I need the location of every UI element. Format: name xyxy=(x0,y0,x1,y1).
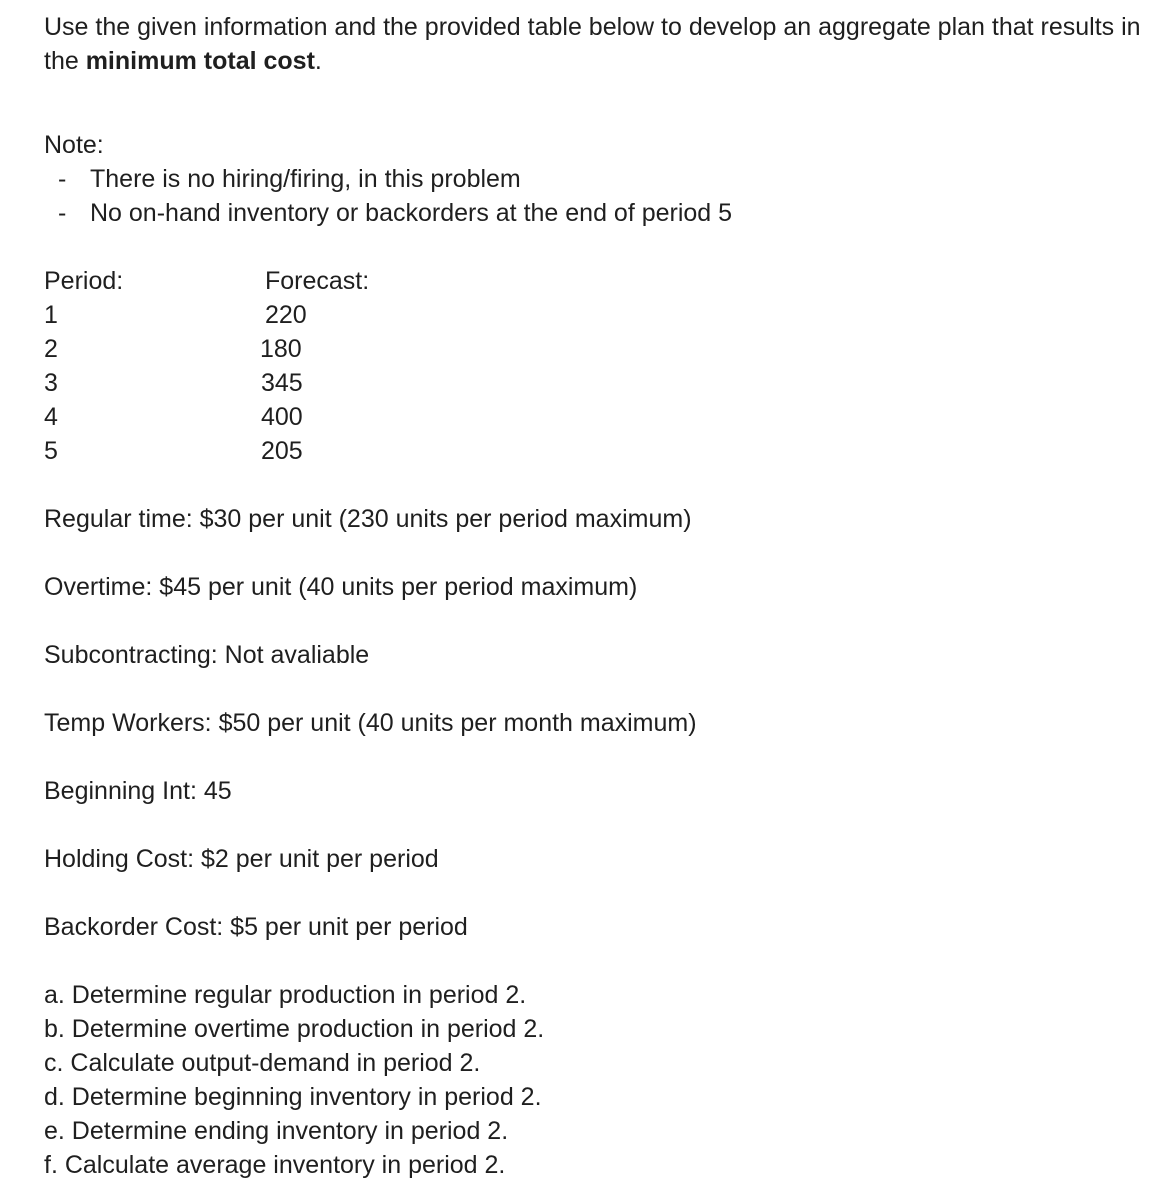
period-cell: 3 xyxy=(44,369,58,397)
forecast-cell: 220 xyxy=(265,301,307,329)
table-row xyxy=(44,434,1154,468)
question-item: d. Determine beginning inventory in period 2. xyxy=(44,1083,542,1111)
note-list xyxy=(44,162,1154,230)
period-cell: 5 xyxy=(44,437,58,465)
table-row xyxy=(44,366,1154,400)
header-period: Period: xyxy=(44,267,124,295)
holding-cost-info: Holding Cost: $2 per unit per period xyxy=(44,845,439,873)
beginning-inventory-info: Beginning Int: 45 xyxy=(44,777,232,805)
header-forecast: Forecast: xyxy=(265,267,370,295)
table-row xyxy=(44,400,1154,434)
intro-paragraph xyxy=(44,10,1154,78)
question-item: e. Determine ending inventory in period 2. xyxy=(44,1117,509,1145)
forecast-table xyxy=(44,264,1154,468)
note-title: Note: xyxy=(44,131,104,159)
forecast-cell: 400 xyxy=(261,403,303,431)
backorder-cost-info: Backorder Cost: $5 per unit per period xyxy=(44,913,468,941)
note-item-text: No on-hand inventory or backorders at the end of period 5 xyxy=(90,199,733,227)
table-row xyxy=(44,298,1154,332)
intro-period: . xyxy=(314,47,322,75)
intro-text: Use the given information and the provided table below to develop an aggregate plan that results in the xyxy=(44,13,1141,75)
forecast-cell: 180 xyxy=(260,335,302,363)
regular-time-info: Regular time: $30 per unit (230 units per period maximum) xyxy=(44,505,692,533)
dash-bullet-icon: - xyxy=(58,199,67,227)
document xyxy=(44,10,1154,1182)
forecast-cell: 205 xyxy=(261,437,303,465)
table-header xyxy=(44,264,1154,298)
period-cell: 4 xyxy=(44,403,58,431)
question-item: b. Determine overtime production in period 2. xyxy=(44,1015,545,1043)
period-cell: 2 xyxy=(44,335,58,363)
note-item-text: There is no hiring/firing, in this problem xyxy=(90,165,521,193)
subcontracting-info: Subcontracting: Not avaliable xyxy=(44,641,370,669)
question-item: f. Calculate average inventory in period 2. xyxy=(44,1151,506,1179)
forecast-cell: 345 xyxy=(261,369,303,397)
question-item: a. Determine regular production in period 2. xyxy=(44,981,527,1009)
period-cell: 1 xyxy=(44,301,58,329)
temp-workers-info: Temp Workers: $50 per unit (40 units per month maximum) xyxy=(44,709,697,737)
question-list xyxy=(44,978,1154,1182)
note-item xyxy=(44,196,1154,230)
note-item xyxy=(44,162,1154,196)
table-row xyxy=(44,332,1154,366)
overtime-info: Overtime: $45 per unit (40 units per period maximum) xyxy=(44,573,638,601)
question-item: c. Calculate output-demand in period 2. xyxy=(44,1049,481,1077)
dash-bullet-icon: - xyxy=(58,165,67,193)
intro-bold-text: minimum total cost xyxy=(85,47,315,75)
